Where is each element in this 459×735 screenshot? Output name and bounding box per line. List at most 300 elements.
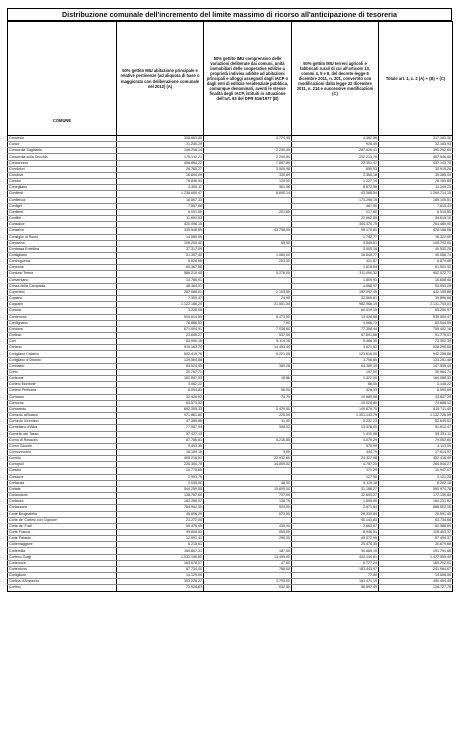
value-c-cell: 4.066,73 — [292, 320, 379, 326]
value-a-cell: 406.894,22 — [117, 160, 204, 166]
value-b-cell: 3.793,00 — [204, 579, 292, 585]
value-c-cell: 10.689,58 — [292, 394, 379, 400]
value-a-cell: 14.129,00 — [117, 573, 204, 579]
value-c-cell: 183.443,97 — [292, 566, 379, 572]
value-c-cell: 421,87 — [292, 259, 379, 265]
value-b-cell: 15.605,00 — [204, 486, 292, 492]
value-c-cell: 32.560,61 — [292, 296, 379, 302]
total-cell: 478.166,08 — [379, 228, 453, 234]
value-a-cell: 3.062,22 — [117, 382, 204, 388]
value-c-cell: 432.144,61 — [292, 554, 379, 560]
value-c-cell: 152.097,45 — [292, 289, 379, 295]
value-a-cell: 287.686,01 — [117, 289, 204, 295]
value-c-cell: 5.119,18 — [292, 480, 379, 486]
total-cell: 3.148,22 — [379, 382, 453, 388]
value-a-cell: 71.928,83 — [117, 585, 204, 591]
value-a-cell: 784.902,30 — [117, 505, 204, 511]
comune-cell: Consiglio di Rumo — [8, 234, 117, 240]
comune-cell: Cortenova — [8, 560, 117, 566]
value-b-cell: 537,00 — [204, 333, 292, 339]
value-a-cell: 405.216,51 — [117, 456, 204, 462]
value-c-cell: 24.327,98 — [292, 456, 379, 462]
value-c-cell: 3.671,82 — [292, 345, 379, 351]
value-b-cell: 632,50 — [204, 585, 292, 591]
comune-cell: Cortiglione — [8, 573, 117, 579]
total-cell: 490.494,45 — [379, 579, 453, 585]
value-c-cell: 1.809,91 — [292, 277, 379, 283]
column-header-c: 50% gettito IMU terreni agricoli e fabbricati rurali di cui all'articolo 13, commi 4, 5 e 8, del decreto-legge 6 dicembre 2011, n. 201, convertito con modificazioni dalla legge 22 dicembre 2011, n. 214 e successive modificazioni (C) — [292, 22, 379, 136]
value-b-cell: 55,50 — [204, 240, 292, 246]
comune-cell: Corio — [8, 369, 117, 375]
value-a-cell: 671.094,91 — [117, 326, 204, 332]
value-a-cell: 2.993,75 — [117, 474, 204, 480]
value-b-cell: 16,86 — [204, 376, 292, 382]
value-b-cell: 3.505,98 — [204, 166, 292, 172]
total-cell: 8.202,18 — [379, 480, 453, 486]
table-header-row — [8, 22, 453, 136]
value-a-cell: 10.775,65 — [117, 468, 204, 474]
value-c-cell: 13.378,00 — [292, 425, 379, 431]
value-c-cell: 1.742,77 — [292, 234, 379, 240]
comune-cell: Cortemilia — [8, 548, 117, 554]
total-cell: 6.590,69 — [379, 388, 453, 394]
comune-cell: Contigliano — [8, 252, 117, 258]
total-cell: 902.572,77 — [379, 271, 453, 277]
value-c-cell: 86,00 — [292, 382, 379, 388]
value-c-cell: 16.640,77 — [292, 252, 379, 258]
value-a-cell: 162.286,97 — [117, 499, 204, 505]
comune-cell: Corteno Golgi — [8, 554, 117, 560]
comune-cell: Conselve — [8, 228, 117, 234]
value-b-cell: 435,00 — [204, 523, 292, 529]
comune-cell: Corneliano d'Alba — [8, 425, 117, 431]
value-c-cell: 1.805,90 — [292, 499, 379, 505]
total-cell: 535.509,47 — [379, 314, 453, 320]
comune-cell: Contursi Terme — [8, 271, 117, 277]
value-b-cell: 5.276,00 — [204, 271, 292, 277]
comune-cell: Cornello dei Tasso — [8, 431, 117, 437]
value-c-cell: 22.962,55 — [292, 216, 379, 222]
comune-cell: Cortemaggiore — [8, 542, 117, 548]
value-c-cell: 43.368,54 — [292, 191, 379, 197]
value-a-cell: 335.548,89 — [117, 228, 204, 234]
total-cell: 57.454,37 — [379, 536, 453, 542]
value-a-cell: 105.205,40 — [117, 240, 204, 246]
total-cell: 43.607,29 — [379, 394, 453, 400]
value-a-cell: 971.861,80 — [117, 413, 204, 419]
comune-cell: Controne — [8, 265, 117, 271]
total-cell: 815.711,49 — [379, 406, 453, 412]
value-b-cell: 920,00 — [204, 505, 292, 511]
value-c-cell: 123.616,00 — [292, 351, 379, 357]
total-cell: 928.290,00 — [379, 345, 453, 351]
value-a-cell: 57.427,13 — [117, 431, 204, 437]
comune-cell: Condrò — [8, 179, 117, 185]
total-cell: 1.477.550,40 — [379, 554, 453, 560]
comune-cell: Cornedo Vicentino — [8, 419, 117, 425]
value-a-cell: 1.032.196,60 — [117, 554, 204, 560]
value-a-cell: 63.573,52 — [117, 400, 204, 406]
total-cell: 437.143,78 — [379, 160, 453, 166]
value-c-cell: 31.186,27 — [292, 486, 379, 492]
value-a-cell: 31.240,29 — [117, 142, 204, 148]
total-cell: 172.159,80 — [379, 493, 453, 499]
value-c-cell: 287.526,41 — [292, 148, 379, 154]
value-c-cell: 40.143,83 — [292, 517, 379, 523]
comune-cell: Cortandone — [8, 493, 117, 499]
total-cell: 7.815,43 — [379, 203, 453, 209]
value-b-cell: 6.221,08 — [204, 351, 292, 357]
value-a-cell: 175.132,21 — [117, 154, 204, 160]
value-b-cell: 707,00 — [204, 493, 292, 499]
value-b-cell: 203,30 — [204, 259, 292, 265]
value-a-cell: 67.734,00 — [117, 566, 204, 572]
total-cell: 16.322,60 — [379, 234, 453, 240]
total-cell: 407.546,80 — [379, 154, 453, 160]
total-cell: 52.649,61 — [379, 419, 453, 425]
value-c-cell: 197,00 — [292, 369, 379, 375]
value-b-cell: 4.724,95 — [204, 136, 292, 142]
value-a-cell: 5.215,61 — [117, 542, 204, 548]
comune-cell: Conflitti — [8, 216, 117, 222]
comune-cell: Conco — [8, 142, 117, 148]
value-a-cell: 308.663,80 — [117, 136, 204, 142]
value-a-cell: 23.645,27 — [117, 333, 204, 339]
total-cell: 11.249,23 — [379, 185, 453, 191]
value-c-cell: 5.468,30 — [292, 339, 379, 345]
total-cell: 6.510,55 — [379, 209, 453, 215]
value-c-cell: 5.232,23 — [292, 419, 379, 425]
value-a-cell: 76.836,51 — [117, 179, 204, 185]
value-a-cell: 23.272,00 — [117, 517, 204, 523]
total-cell: 61.901,32 — [379, 265, 453, 271]
total-cell: 164.088,33 — [379, 376, 453, 382]
total-cell: 108.793,60 — [379, 240, 453, 246]
value-c-cell: 2.355,18 — [292, 172, 379, 178]
value-a-cell: 60.367,58 — [117, 265, 204, 271]
table-body — [8, 136, 453, 592]
value-b-cell: 201,65 — [204, 209, 292, 215]
total-cell: 128.727,76 — [379, 585, 453, 591]
value-c-cell: 217,60 — [292, 209, 379, 215]
value-b-cell: 361,56 — [204, 185, 292, 191]
value-a-cell: 163.078,07 — [117, 560, 204, 566]
value-a-cell: 11.652,53 — [117, 216, 204, 222]
value-c-cell: 77,50 — [292, 573, 379, 579]
value-a-cell: 544.259,55 — [117, 486, 204, 492]
total-cell: 133.251,48 — [379, 357, 453, 363]
value-b-cell: 187,50 — [204, 548, 292, 554]
total-cell: 30.915,26 — [379, 166, 453, 172]
value-a-cell: 77.557,94 — [117, 425, 204, 431]
value-a-cell: 45.606,29 — [117, 511, 204, 517]
comune-cell: Concesio — [8, 136, 117, 142]
comune-cell: Corfinio — [8, 333, 117, 339]
value-c-cell: 127,50 — [292, 474, 379, 480]
value-a-cell: 6.091,50 — [117, 209, 204, 215]
comune-cell: Copparo — [8, 302, 117, 308]
comune-cell: Corrido — [8, 456, 117, 462]
value-b-cell: 308,02 — [204, 425, 292, 431]
value-a-cell: 602.419,78 — [117, 351, 204, 357]
value-a-cell: 3.228,08 — [117, 308, 204, 314]
total-cell: 17.614,97 — [379, 449, 453, 455]
value-c-cell: 1.227,14 — [292, 179, 379, 185]
comune-cell: Corinaldo — [8, 363, 117, 369]
value-a-cell: 63.590,16 — [117, 339, 204, 345]
total-cell: 1.132.726,59 — [379, 413, 453, 419]
comune-cell: Cortino — [8, 585, 117, 591]
value-c-cell: 232.213,79 — [292, 154, 379, 160]
value-b-cell: 788,00 — [204, 566, 292, 572]
comune-cell: Corleone — [8, 376, 117, 382]
value-b-cell: 673,50 — [204, 511, 292, 517]
total-cell: 53.053,28 — [379, 283, 453, 289]
value-c-cell: 3.549,61 — [292, 240, 379, 246]
value-c-cell: 4.482,56 — [292, 136, 379, 142]
value-c-cell: 25.474,35 — [292, 542, 379, 548]
comune-cell: Cortaccia — [8, 480, 117, 486]
value-b-cell: 7,00 — [204, 320, 292, 326]
comune-cell: Corleto Monforte — [8, 382, 117, 388]
total-cell: 75.591,45 — [379, 511, 453, 517]
value-a-cell: 67.756,61 — [117, 437, 204, 443]
total-cell: 264.544,27 — [379, 462, 453, 468]
value-c-cell: 1.618,84 — [292, 265, 379, 271]
value-a-cell: 3.035,00 — [117, 480, 204, 486]
value-b-cell: 14.453,44 — [204, 345, 292, 351]
total-cell: 49.058,74 — [379, 252, 453, 258]
value-a-cell: 16.807,33 — [117, 197, 204, 203]
value-b-cell: 3,00 — [204, 449, 292, 455]
column-header-comune: COMUNE — [8, 22, 117, 136]
value-a-cell: 586.210,45 — [117, 271, 204, 277]
comune-cell: Corsione — [8, 474, 117, 480]
value-b-cell: 5.119,28 — [204, 339, 292, 345]
comune-cell: Cornaredo — [8, 406, 117, 412]
comune-cell: Corno Giovine — [8, 443, 117, 449]
value-a-cell: 160.807,31 — [117, 548, 204, 554]
value-a-cell: 6.094,83 — [117, 388, 204, 394]
value-b-cell: 47,60 — [204, 560, 292, 566]
comune-cell: Conflenti — [8, 209, 117, 215]
total-cell: 452.416,49 — [379, 456, 453, 462]
total-cell: 83.544,59 — [379, 320, 453, 326]
value-a-cell: 162.547,53 — [117, 376, 204, 382]
comune-cell: Copertino — [8, 289, 117, 295]
value-a-cell: 14.786,91 — [117, 277, 204, 283]
total-cell: 4.113,09 — [379, 443, 453, 449]
comune-cell: Corropoli — [8, 462, 117, 468]
comune-cell: Cormons — [8, 400, 117, 406]
comune-cell: Copiano — [8, 296, 117, 302]
total-cell: 189.105,51 — [379, 197, 453, 203]
value-c-cell: 3.005,18 — [292, 246, 379, 252]
value-c-cell: 6.777,24 — [292, 560, 379, 566]
comune-cell: Condofuri — [8, 166, 117, 172]
value-b-cell: 6.216,80 — [204, 437, 292, 443]
comune-cell: Corte de' Cortesi con Cignone — [8, 517, 117, 523]
value-c-cell: 4.668,97 — [292, 283, 379, 289]
value-b-cell: 74,79 — [204, 394, 292, 400]
value-b-cell: 13.405,00 — [204, 554, 292, 560]
total-cell: 59.251,11 — [379, 431, 453, 437]
value-b-cell: 138,75 — [204, 499, 292, 505]
total-cell: 16.606,45 — [379, 277, 453, 283]
value-a-cell: 76.886,53 — [117, 320, 204, 326]
total-cell: 32.183,93 — [379, 142, 453, 148]
total-cell: 942.256,86 — [379, 351, 453, 357]
value-c-cell: 1.422,00 — [292, 376, 379, 382]
value-b-cell: 3.479,50 — [204, 406, 292, 412]
total-cell: 79.052,60 — [379, 437, 453, 443]
value-a-cell: 138.767,60 — [117, 493, 204, 499]
total-cell: 755.402,18 — [379, 326, 453, 332]
comune-cell: Cordenons — [8, 314, 117, 320]
comune-cell: Condove — [8, 172, 117, 178]
value-b-cell: 21.551,50 — [204, 302, 292, 308]
comune-cell: Concordia sulla Secchia — [8, 154, 117, 160]
value-a-cell: 3.493,35 — [117, 443, 204, 449]
total-cell: 91.612,47 — [379, 425, 453, 431]
total-cell: 39.385,00 — [379, 172, 453, 178]
value-c-cell: 8.946,51 — [292, 530, 379, 536]
distribution-table — [7, 21, 453, 592]
value-c-cell: 29.330,84 — [292, 511, 379, 517]
value-c-cell: 173.298,19 — [292, 197, 379, 203]
value-c-cell: 183.471,19 — [292, 579, 379, 585]
document-title: Distribuzione comunale dell'incremento del limite massimo di ricorso all'anticipazione di tesoreria — [7, 8, 452, 21]
comune-cell: Corleto Perticara — [8, 388, 117, 394]
value-a-cell: 515.614,59 — [117, 314, 204, 320]
value-c-cell: 487,50 — [292, 203, 379, 209]
value-c-cell: 1.301.143,79 — [292, 413, 379, 419]
comune-cell: Corte Franca — [8, 530, 117, 536]
value-a-cell: 692.355,33 — [117, 406, 204, 412]
value-c-cell: 67.591,66 — [292, 333, 379, 339]
value-a-cell: 910.163,74 — [117, 345, 204, 351]
value-c-cell: 311.090,32 — [292, 271, 379, 277]
total-cell: 164.231,62 — [379, 499, 453, 505]
total-cell: 169.702,91 — [379, 560, 453, 566]
value-b-cell: 290,00 — [204, 536, 292, 542]
value-a-cell: 31.307,40 — [117, 252, 204, 258]
comune-cell: Concorezzo — [8, 160, 117, 166]
value-a-cell: 420.098,15 — [117, 222, 204, 228]
total-cell: 63.250,97 — [379, 308, 453, 314]
comune-cell: Corno di Rosazzo — [8, 437, 117, 443]
comune-cell: Cori — [8, 339, 117, 345]
comune-cell: Corigliano d'Otranto — [8, 357, 117, 363]
value-a-cell: 303.228,27 — [117, 579, 204, 585]
value-b-cell: 225,00 — [204, 413, 292, 419]
value-c-cell: 982.968,19 — [292, 302, 379, 308]
value-a-cell: 1.122.168,20 — [117, 302, 204, 308]
value-c-cell: 2.663,67 — [292, 523, 379, 529]
value-c-cell: 149.876,70 — [292, 406, 379, 412]
column-header-total: Totale art. 1, c. 2 (A) + (B) + (C) — [379, 22, 453, 136]
value-c-cell: 8.672,58 — [292, 185, 379, 191]
comune-cell: Cornovecchio — [8, 449, 117, 455]
comune-cell: Conversano — [8, 277, 117, 283]
total-cell: 2.131.703,01 — [379, 302, 453, 308]
value-c-cell: 10.028,80 — [292, 400, 379, 406]
value-c-cell: 13.428,88 — [292, 314, 379, 320]
total-cell: 764.465,90 — [379, 222, 453, 228]
comune-cell: Consolice — [8, 222, 117, 228]
total-cell: 30.679,66 — [379, 542, 453, 548]
value-c-cell: 64.369,19 — [292, 363, 379, 369]
value-b-cell: 6.473,50 — [204, 314, 292, 320]
value-c-cell: 428,33 — [292, 388, 379, 394]
comune-cell: Configni — [8, 203, 117, 209]
value-b-cell: 2.230,09 — [204, 148, 292, 154]
value-b-cell: 48,00 — [204, 480, 292, 486]
value-c-cell: 45.072,99 — [292, 536, 379, 542]
value-a-cell: 129.564,88 — [117, 357, 204, 363]
comune-cell: Confienza — [8, 197, 117, 203]
value-c-cell: 171,29 — [292, 468, 379, 474]
total-cell: 241.964,67 — [379, 566, 453, 572]
value-a-cell: 5.626,66 — [117, 259, 204, 265]
value-a-cell: 95.806,53 — [117, 530, 204, 536]
comune-cell: Conza della Campania — [8, 283, 117, 289]
total-cell: 73.302,39 — [379, 339, 453, 345]
value-a-cell: 2.305,11 — [117, 185, 204, 191]
comune-cell: Cordova — [8, 326, 117, 332]
column-header-a: 50% gettito IMU abitazione principale e relative pertinenze (ad aliquota di base o maggiorata con deliberazione comunale nel 2012) (A) — [117, 22, 204, 136]
comune-cell: Cortale — [8, 486, 117, 492]
value-c-cell: 1.410,98 — [292, 431, 379, 437]
total-cell: 147.555,44 — [379, 363, 453, 369]
total-cell: 30.964,71 — [379, 369, 453, 375]
value-b-cell: 11,50 — [204, 419, 292, 425]
comune-cell: Controguerra — [8, 259, 117, 265]
value-b-cell: 7.038,60 — [204, 326, 292, 332]
comune-cell: Cortanze — [8, 499, 117, 505]
comune-cell: Corteolona — [8, 566, 117, 572]
table-row — [8, 585, 453, 591]
total-cell: 6.870,66 — [379, 259, 453, 265]
comune-cell: Corsico — [8, 468, 117, 474]
total-cell: 395.252,65 — [379, 148, 453, 154]
total-cell: 442.155,88 — [379, 289, 453, 295]
value-a-cell: 16.694,09 — [117, 172, 204, 178]
value-b-cell: 2.200,80 — [204, 154, 292, 160]
value-c-cell: 3.706,60 — [292, 357, 379, 363]
value-c-cell: 344.374,75 — [292, 222, 379, 228]
value-a-cell: 59.478,45 — [117, 523, 204, 529]
value-b-cell: 56,00 — [204, 388, 292, 394]
value-c-cell: 444,79 — [292, 449, 379, 455]
total-cell: 39.896,66 — [379, 296, 453, 302]
total-cell: 73.686,12 — [379, 400, 453, 406]
value-c-cell: 4.757,20 — [292, 462, 379, 468]
comune-cell: Corigliano Calabro — [8, 351, 117, 357]
value-a-cell: 47.385,86 — [117, 419, 204, 425]
value-b-cell: 22.932,60 — [204, 456, 292, 462]
value-a-cell: 106.296,14 — [117, 148, 204, 154]
value-c-cell: 99.170,81 — [292, 228, 379, 234]
total-cell: 317.163,30 — [379, 136, 453, 142]
comune-cell: Corana — [8, 308, 117, 314]
comune-cell: Cortazzone — [8, 505, 117, 511]
value-b-cell: 120,00 — [204, 179, 292, 185]
value-b-cell: 389,28 — [204, 363, 292, 369]
value-c-cell: 2.671,84 — [292, 505, 379, 511]
value-a-cell: 7.309,47 — [117, 296, 204, 302]
total-cell: 1.290.714,15 — [379, 191, 453, 197]
